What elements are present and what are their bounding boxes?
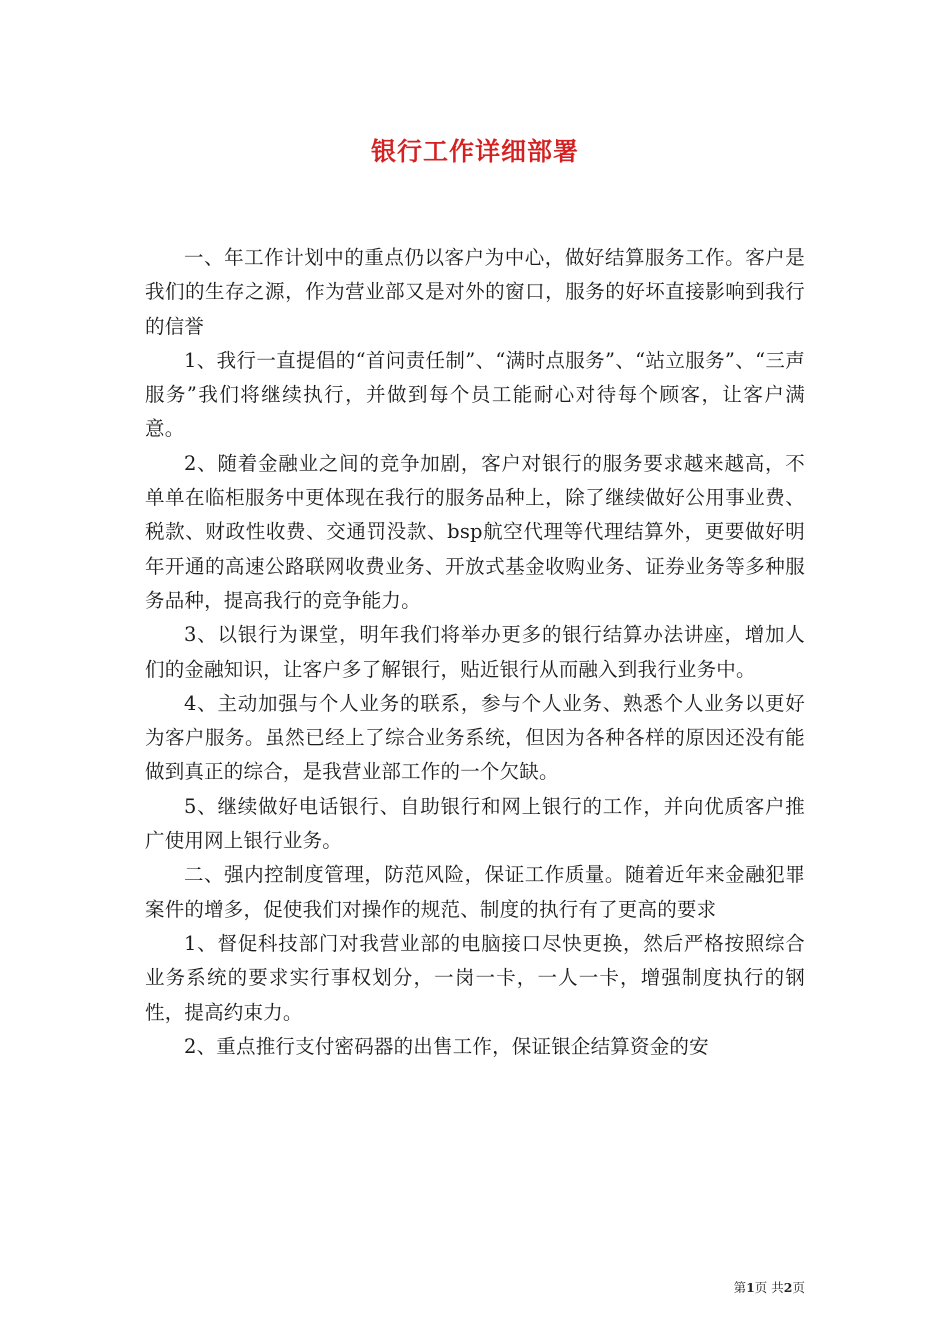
- paragraph-item-1-5: 5、继续做好电话银行、自助银行和网上银行的工作，并向优质客户推广使用网上银行业务。: [145, 794, 805, 853]
- footer-prefix: 第: [733, 1280, 747, 1295]
- paragraph-item-2-1: 1、督促科技部门对我营业部的电脑接口尽快更换，然后严格按照综合业务系统的要求实行事权划分，一岗一卡，一人一卡，增强制度执行的钢性，提高约束力。: [145, 931, 805, 1024]
- paragraph-item-1-4: 4、主动加强与个人业务的联系，参与个人业务、熟悉个人业务以更好为客户服务。虽然已经上了综合业务系统，但因为各种各样的原因还没有能做到真正的综合，是我营业部工作的一个欠缺。: [145, 691, 805, 784]
- page-title: 银行工作详细部署: [370, 137, 579, 166]
- footer-suffix: 页: [792, 1280, 805, 1295]
- paragraph-item-1-1: 1、我行一直提倡的“首问责任制”、“满时点服务”、“站立服务”、“三声服务”我们将继续执行，并做到每个员工能耐心对待每个顾客，让客户满意。: [145, 348, 805, 441]
- paragraph-item-1-3: 3、以银行为课堂，明年我们将举办更多的银行结算办法讲座，增加人们的金融知识，让客户多了解银行，贴近银行从而融入到我行业务中。: [145, 623, 805, 681]
- footer-middle: 页 共: [754, 1280, 784, 1295]
- document-body: [145, 241, 805, 1064]
- paragraph-section-1: 一、年工作计划中的重点仍以客户为中心，做好结算服务工作。客户是我们的生存之源，作为营业部又是对外的窗口，服务的好坏直接影响到我行的信誉: [145, 246, 805, 338]
- paragraph-item-1-2: 2、随着金融业之间的竞争加剧，客户对银行的服务要求越来越高，不单单在临柜服务中更体现在我行的服务品种上，除了继续做好公用事业费、税款、财政性收费、交通罚没款、bsp航空代理等代理结算外，更要做好明年开通的高速公路联网收费业务、开放式基金收购业务、证券业务等多种服务品种，提高我行的竞争能力。: [145, 451, 805, 612]
- paragraph-item-2-2: 2、重点推行支付密码器的出售工作，保证银企结算资金的安: [184, 1034, 709, 1058]
- current-page-number: 1: [746, 1280, 755, 1295]
- paragraph-section-2: 二、强内控制度管理，防范风险，保证工作质量。随着近年来金融犯罪案件的增多，促使我们对操作的规范、制度的执行有了更高的要求: [145, 863, 805, 921]
- total-page-number: 2: [783, 1280, 793, 1295]
- page-footer: [734, 1278, 805, 1296]
